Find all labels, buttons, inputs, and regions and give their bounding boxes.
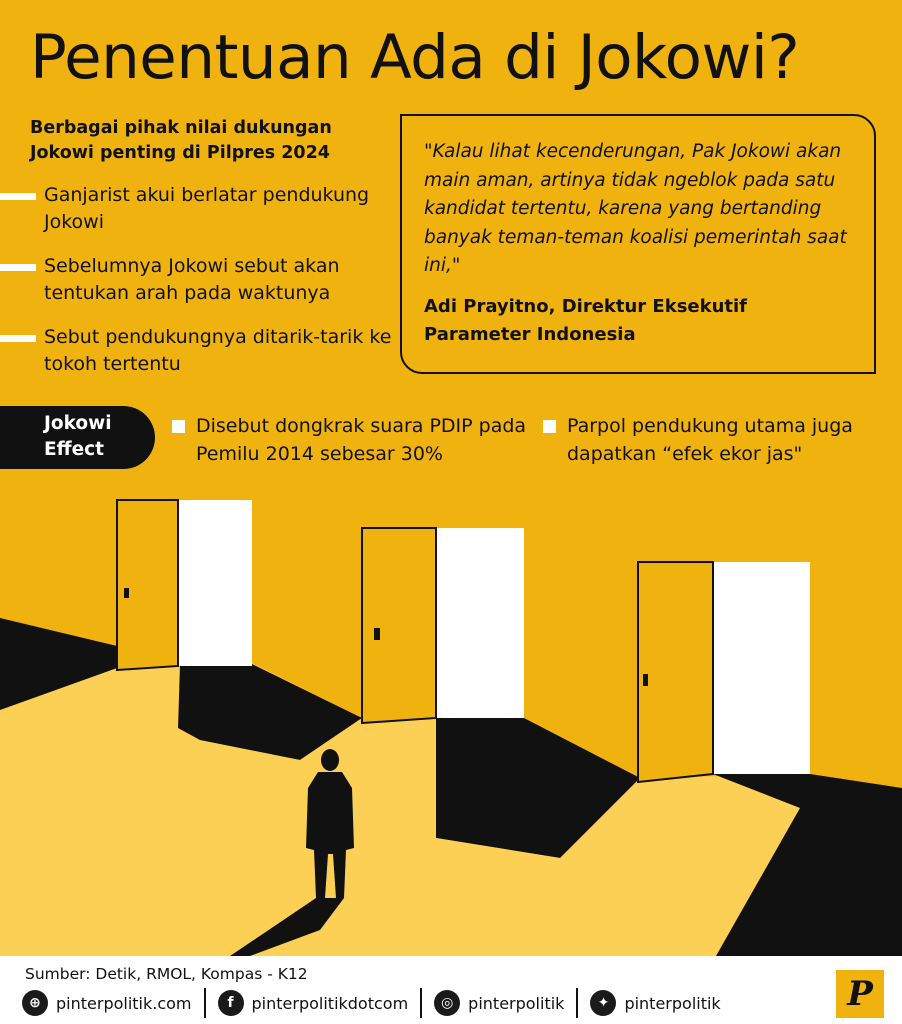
bullet-text: Ganjarist akui berlatar pendukung Jokowi	[44, 184, 370, 233]
social-label: pinterpolitik	[624, 993, 721, 1013]
social-twitter[interactable]	[590, 990, 720, 1016]
bullet-item	[0, 182, 400, 236]
bullet-text: Sebut pendukungnya ditarik-tarik ke tokoh tertentu	[44, 326, 392, 375]
effect-item-text: Disebut dongkrak suara PDIP pada Pemilu 2014 sebesar 30%	[196, 415, 527, 465]
pinterpolitik-logo: P	[836, 970, 884, 1018]
jokowi-effect-label	[0, 406, 155, 469]
social-label: pinterpolitik	[468, 993, 565, 1013]
bullet-text: Sebelumnya Jokowi sebut akan tentukan arah pada waktunya	[44, 255, 340, 304]
instagram-icon: ◎	[434, 990, 460, 1016]
social-label: pinterpolitikdotcom	[251, 993, 409, 1013]
door-opening-1	[178, 500, 252, 666]
page-title: Penentuan Ada di Jokowi?	[30, 22, 800, 93]
bullet-item	[0, 253, 400, 307]
globe-icon: ⊕	[22, 990, 48, 1016]
social-label: pinterpolitik.com	[56, 993, 192, 1013]
door-opening-2	[436, 528, 524, 718]
quote-text: "Kalau lihat kecenderungan, Pak Jokowi akan main aman, artinya tidak ngeblok pada satu kandidat tertentu, karena yang bertanding banyak teman-teman koalisi pemerintah saat ini,"	[424, 141, 847, 276]
door-handle-2	[374, 628, 380, 640]
effect-item-text: Parpol pendukung utama juga dapatkan “efek ekor jas"	[567, 415, 853, 465]
square-bullet-icon	[172, 420, 185, 433]
social-links	[22, 988, 721, 1018]
effect-item	[172, 412, 532, 468]
source-credit: Sumber: Detik, RMOL, Kompas - K12	[25, 965, 308, 983]
social-facebook[interactable]	[218, 990, 409, 1016]
bullet-list	[0, 182, 400, 395]
door-opening-3	[713, 562, 810, 774]
twitter-icon: ✦	[590, 990, 616, 1016]
bullet-bar-icon	[0, 335, 36, 342]
door-panel-1	[117, 500, 178, 670]
quote-box	[400, 114, 876, 374]
footer	[0, 956, 902, 1024]
bullet-bar-icon	[0, 264, 36, 271]
door-panel-3	[638, 562, 713, 782]
door-handle-3	[643, 674, 648, 686]
effect-label-line1: Jokowi	[44, 413, 112, 434]
square-bullet-icon	[543, 420, 556, 433]
door-panel-2	[362, 528, 436, 723]
divider	[204, 988, 206, 1018]
social-instagram[interactable]	[434, 990, 564, 1016]
bullet-bar-icon	[0, 193, 36, 200]
facebook-icon: f	[218, 990, 244, 1016]
door-handle-1	[124, 588, 129, 598]
subheading: Berbagai pihak nilai dukungan Jokowi penting di Pilpres 2024	[30, 118, 332, 163]
divider	[576, 988, 578, 1018]
bullet-item	[0, 324, 400, 378]
social-website[interactable]	[22, 990, 192, 1016]
doors-illustration	[0, 478, 902, 956]
effect-label-line2: Effect	[44, 439, 104, 460]
effect-item	[543, 412, 898, 468]
divider	[420, 988, 422, 1018]
quote-author: Adi Prayitno, Direktur Eksekutif Parameter Indonesia	[424, 295, 748, 345]
